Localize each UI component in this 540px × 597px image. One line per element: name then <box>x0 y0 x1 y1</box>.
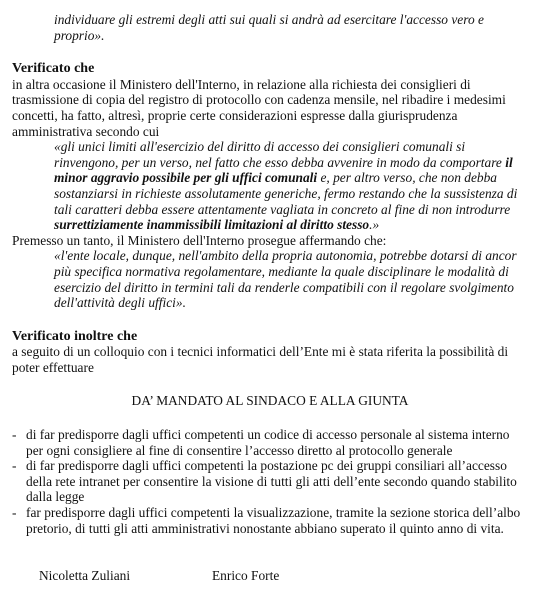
top-quote-line1: individuare gli estremi degli atti sui quali si andrà ad esercitare l'accesso vero e <box>54 12 484 27</box>
mandate-title: DA’ MANDATO AL SINDACO E ALLA GIUNTA <box>131 393 409 409</box>
dash-bullet: - <box>12 505 17 521</box>
signatures <box>12 568 528 584</box>
mandate-item <box>12 505 528 536</box>
section1-quote <box>12 139 528 233</box>
quote-bold2: surrettiziamente inammissibili limitazioni al diritto stesso <box>54 217 370 233</box>
mandate-item-text: di far predisporre dagli uffici competenti la postazione pc dei gruppi consiliari all’accesso della rete intranet per consentire la visione di tutti gli atti dell’ente secondo quando stabilito dalla legge <box>26 458 517 505</box>
section-verificato <box>12 61 528 311</box>
mandate-item <box>12 458 528 505</box>
quote-part3: .» <box>369 217 380 233</box>
quote-part2: e, per altro verso, che non debba sostanziarsi in richieste assolutamente generiche, fermo restando che la sussistenza di tali caratteri debba essere attentamente vagliata in concreto al fine di non introdurre <box>54 170 518 217</box>
dash-bullet: - <box>12 458 17 474</box>
mandate-item-text: di far predisporre dagli uffici competenti un codice di accesso personale al sistema interno per ogni consigliere al fine di consentire l’accesso diretto al protocollo generale <box>26 427 510 458</box>
quote-bold1: il minor aggravio possibile per gli uffici comunali <box>54 154 513 186</box>
top-quote-line2: proprio». <box>54 27 105 43</box>
section2-body: a seguito di un colloquio con i tecnici informatici dell’Ente mi è stata riferita la possibilità di poter effettuare <box>12 344 509 375</box>
mandate-item <box>12 427 528 458</box>
dash-bullet: - <box>12 427 17 443</box>
top-quote <box>12 12 528 43</box>
signature-name-2: Enrico Forte <box>212 568 280 584</box>
section-verificato-inoltre <box>12 329 528 376</box>
section1-body: in altra occasione il Ministero dell'Interno, in relazione alla richiesta dei consiglieri di trasmissione di copia del registro di protocollo con cadenza mensile, nel ribadire i medesimi concetti, ha fatto, altresì, proprie certe considerazioni espresse dalla giurisprudenza amministrativa secondo cui <box>12 76 506 139</box>
section1-premise: Premesso un tanto, il Ministero dell'Interno prosegue affermando che: <box>12 232 387 248</box>
section1-heading: Verificato che <box>12 61 95 77</box>
section1-quote2: «l'ente locale, dunque, nell'ambito della propria autonomia, potrebbe dotarsi di ancor più specifica normativa regolamentare, mediante la quale disciplinare le modalità di esercizio del diritto in termini tali da renderle compatibili con il regolare svolgimento dell'attività degli uffici». <box>54 248 517 311</box>
section2-heading: Verificato inoltre che <box>12 328 138 344</box>
mandate-list <box>12 427 528 536</box>
quote-part1: «gli unici limiti all'esercizio del diritto di accesso dei consiglieri comunali si rinvengono, per un verso, nel fatto che esso debba avvenire in modo da comportare <box>54 139 506 170</box>
mandate-item-text: far predisporre dagli uffici competenti la visualizzazione, tramite la sezione storica dell’albo pretorio, di tutti gli atti amministrativi nonostante abbiano superato il quinto anno di vita. <box>26 505 521 536</box>
document-page <box>12 12 528 584</box>
signature-name-1: Nicoletta Zuliani <box>39 568 131 584</box>
